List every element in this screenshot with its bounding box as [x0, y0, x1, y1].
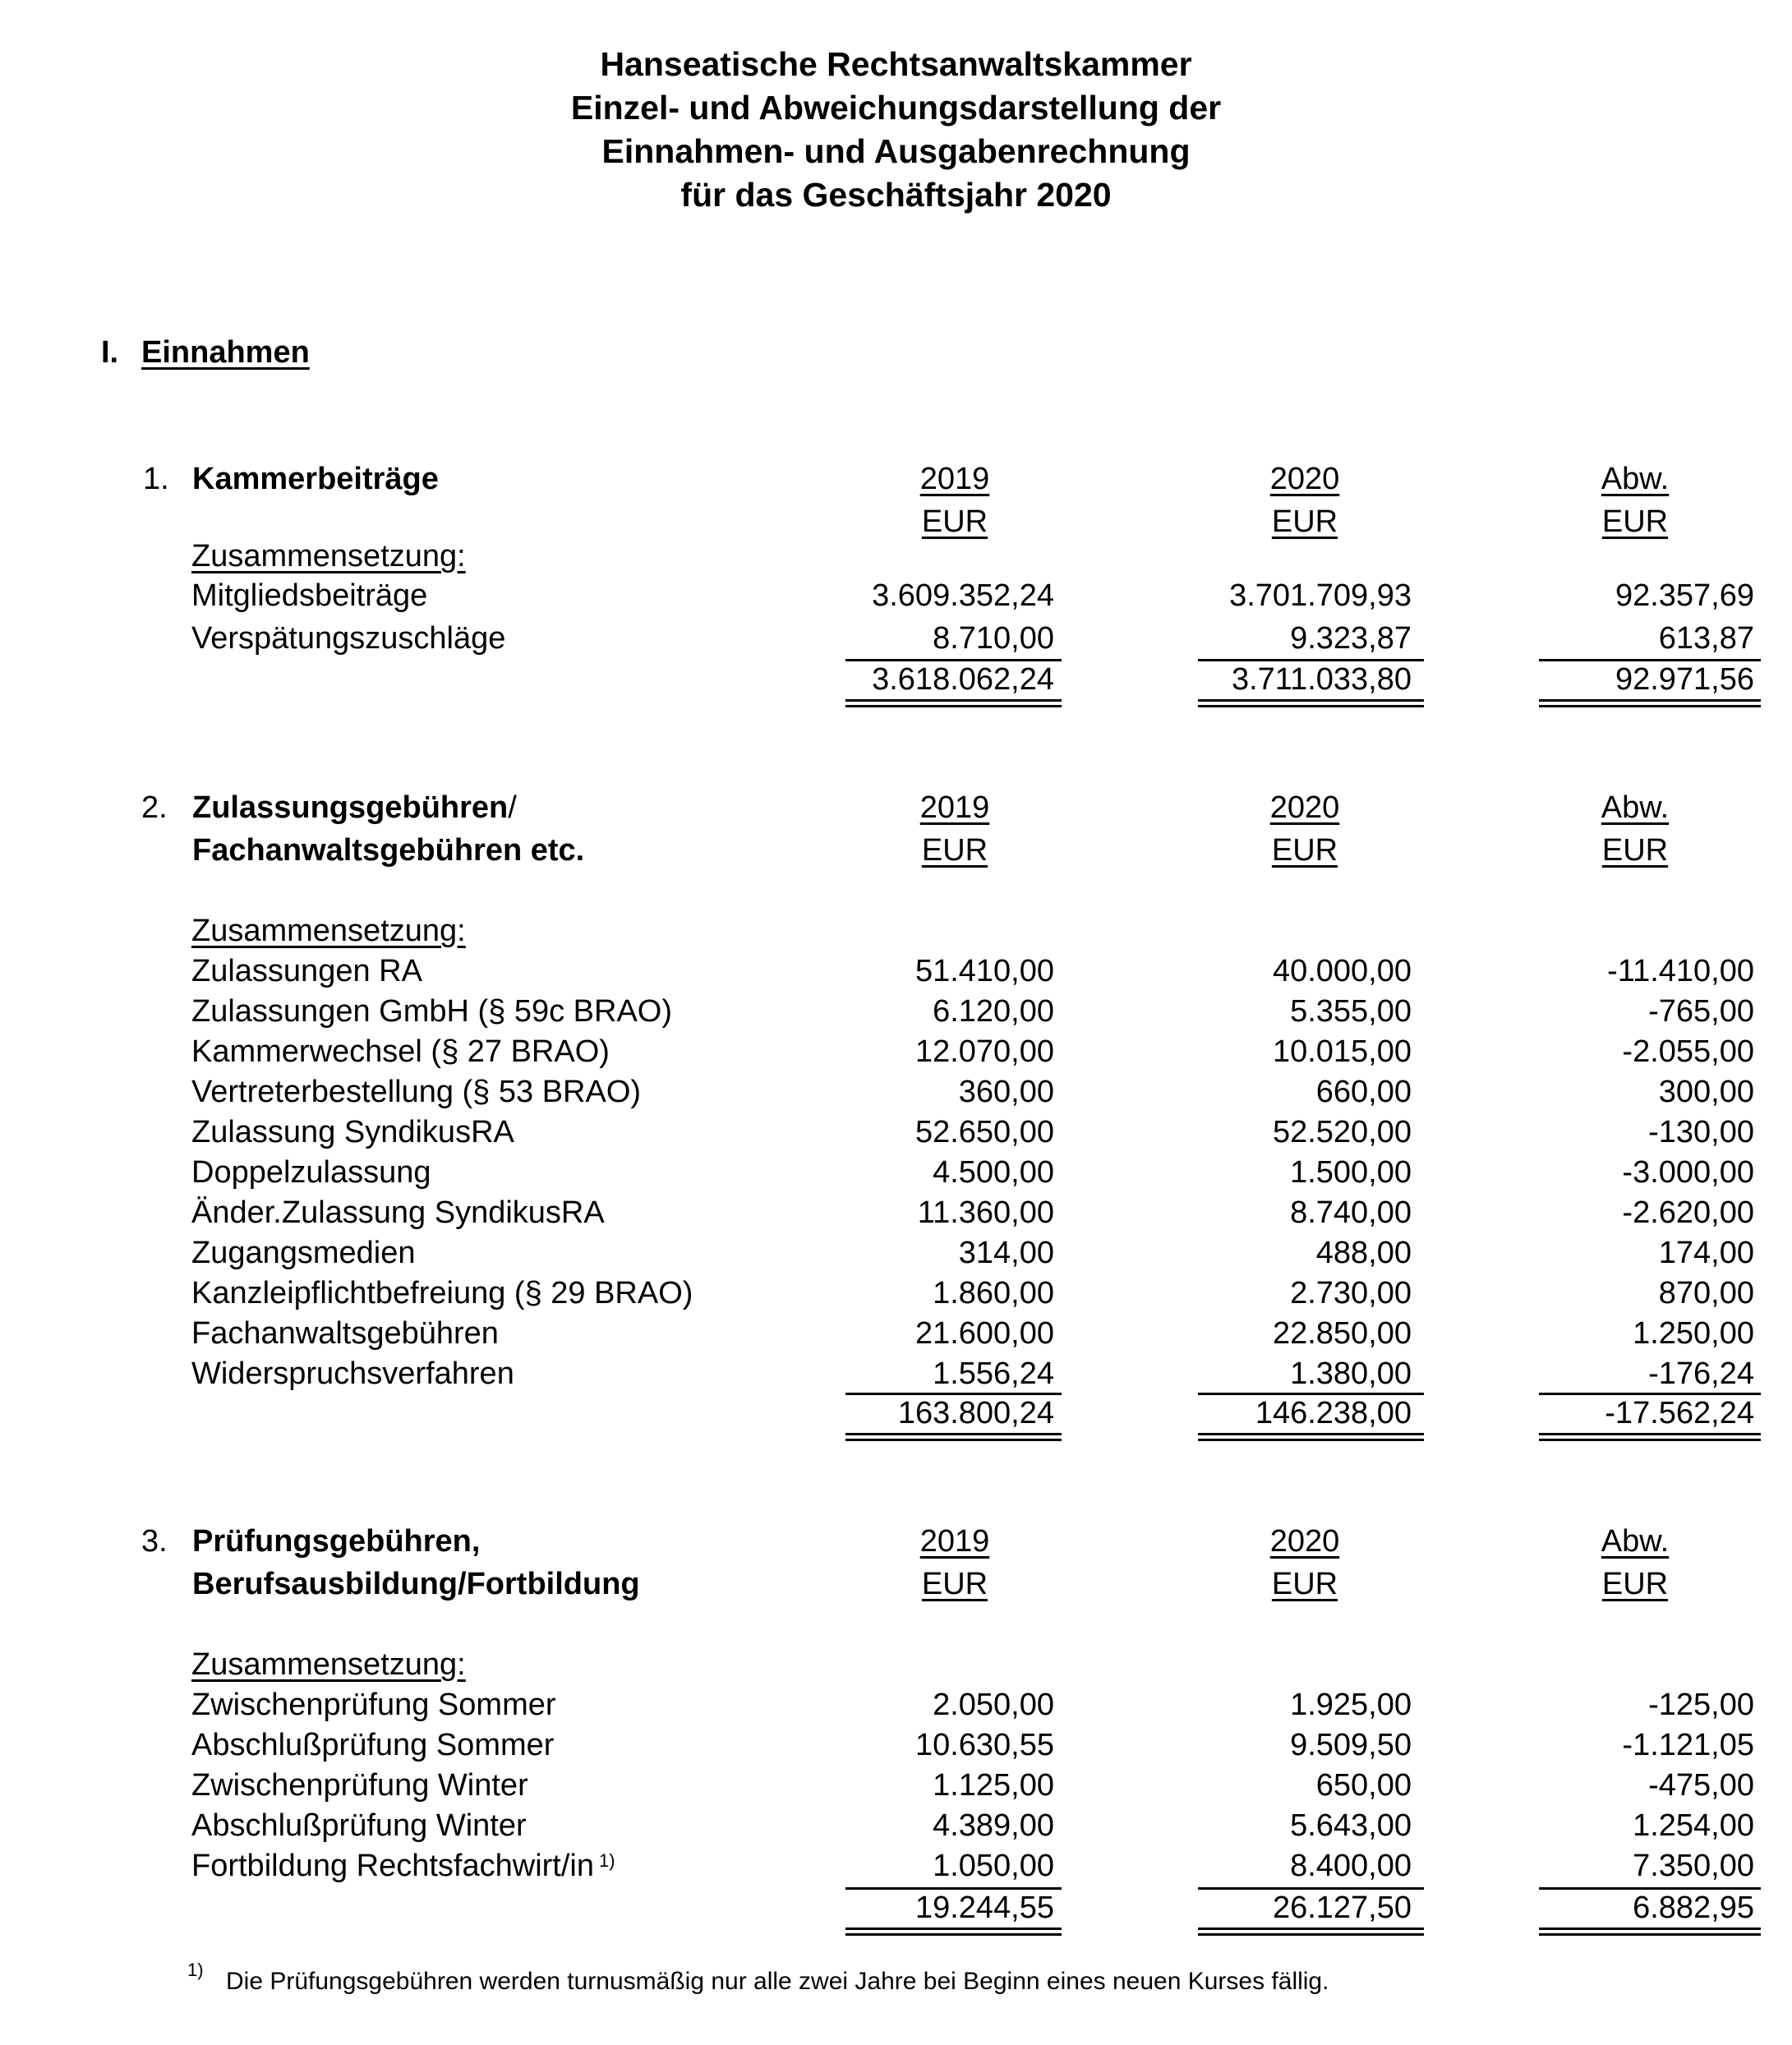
value-abw: -475,00 — [1648, 1768, 1754, 1803]
value-2020: 9.323,87 — [1290, 621, 1412, 656]
col-currency-2020: EUR — [1271, 1567, 1338, 1601]
composition-label: Zusammensetzung: — [191, 539, 466, 573]
row-label-text: Doppelzulassung — [191, 1155, 431, 1190]
row-label — [191, 952, 427, 990]
col-currency-2019: EUR — [921, 833, 988, 868]
value-abw: 870,00 — [1658, 1276, 1754, 1310]
row-label — [191, 993, 677, 1030]
value-2020: 5.355,00 — [1290, 994, 1412, 1029]
value-2020: 5.643,00 — [1290, 1808, 1412, 1843]
col-header-2019: 2019 — [919, 790, 990, 825]
value-abw: -765,00 — [1648, 994, 1754, 1029]
col-currency-2019: EUR — [921, 1567, 988, 1601]
row-label — [191, 1766, 533, 1804]
row-label — [191, 1315, 504, 1352]
value-abw: -2.620,00 — [1622, 1195, 1754, 1230]
total-double-rule — [845, 699, 1062, 707]
value-abw: 1.250,00 — [1633, 1316, 1754, 1351]
total-2020: 146.238,00 — [1255, 1396, 1412, 1430]
row-label: Mitgliedsbeiträge — [191, 578, 428, 613]
total-abw: 92.971,56 — [1615, 662, 1754, 697]
value-abw: 613,87 — [1658, 621, 1754, 656]
row-label — [191, 1194, 610, 1232]
row-label — [191, 1807, 532, 1845]
row-label-text: Zwischenprüfung Sommer — [191, 1688, 556, 1722]
row-label-text: Zulassungen RA — [191, 954, 422, 988]
value-2020: 1.380,00 — [1290, 1356, 1412, 1391]
document-title-line-2: Einzel- und Abweichungsdarstellung der — [570, 89, 1222, 127]
row-label-text: Abschlußprüfung Sommer — [191, 1728, 555, 1762]
group-title-rest: / — [508, 790, 517, 825]
col-currency-2020: EUR — [1271, 833, 1338, 868]
value-abw: 174,00 — [1658, 1236, 1754, 1270]
total-2019: 3.618.062,24 — [872, 662, 1054, 697]
document-title-line-3: Einnahmen- und Ausgabenrechnung — [601, 132, 1191, 170]
row-label — [191, 1033, 615, 1071]
value-2019: 51.410,00 — [914, 954, 1054, 988]
value-2019: 4.500,00 — [933, 1155, 1054, 1190]
row-label-text: Zwischenprüfung Winter — [191, 1768, 528, 1803]
row-label — [191, 1847, 615, 1885]
value-2020: 650,00 — [1315, 1768, 1412, 1803]
col-header-abw: Abw. — [1601, 1524, 1670, 1559]
composition-label: Zusammensetzung: — [191, 914, 466, 948]
value-abw: -176,24 — [1648, 1356, 1754, 1391]
total-double-rule — [1198, 1928, 1424, 1936]
total-double-rule — [1539, 699, 1761, 707]
value-2020: 22.850,00 — [1272, 1316, 1412, 1351]
col-currency-abw: EUR — [1601, 504, 1669, 539]
value-abw: 92.357,69 — [1615, 578, 1754, 613]
row-label — [191, 1726, 559, 1764]
value-2020: 1.925,00 — [1290, 1688, 1412, 1722]
total-double-rule — [845, 1433, 1062, 1441]
row-label — [191, 1073, 646, 1111]
value-2019: 1.125,00 — [933, 1768, 1054, 1803]
value-2019: 1.556,24 — [933, 1356, 1054, 1391]
group-title-line-2: Fachanwaltsgebühren etc. — [192, 833, 585, 868]
col-header-2020: 2020 — [1269, 1524, 1340, 1559]
value-abw: -11.410,00 — [1607, 954, 1754, 988]
row-label-text: Kammerwechsel (§ 27 BRAO) — [191, 1034, 610, 1069]
footnote-text: Die Prüfungsgebühren werden turnusmäßig nur alle zwei Jahre bei Beginn eines neuen Kurses fällig. — [226, 1968, 1329, 1995]
row-label-text: Fachanwaltsgebühren — [191, 1316, 499, 1351]
row-label — [191, 1113, 519, 1151]
col-currency-2020: EUR — [1271, 504, 1338, 539]
total-2020: 3.711.033,80 — [1231, 662, 1412, 697]
row-label — [191, 1355, 519, 1393]
total-abw: -17.562,24 — [1605, 1396, 1754, 1430]
group-number: 1. — [143, 462, 169, 496]
col-currency-abw: EUR — [1601, 1567, 1669, 1601]
group-number: 3. — [141, 1524, 168, 1559]
total-double-rule — [1539, 1928, 1761, 1936]
value-2019: 12.070,00 — [914, 1034, 1054, 1069]
value-2020: 1.500,00 — [1290, 1155, 1412, 1190]
group-number: 2. — [141, 790, 168, 825]
col-currency-abw: EUR — [1601, 833, 1669, 868]
value-2019: 2.050,00 — [933, 1688, 1054, 1722]
value-abw: 1.254,00 — [1633, 1808, 1754, 1843]
col-header-2020: 2020 — [1269, 462, 1340, 496]
group-title-line-1 — [192, 789, 517, 827]
row-label-text: Zulassungen GmbH (§ 59c BRAO) — [191, 994, 673, 1029]
col-header-2020: 2020 — [1269, 790, 1340, 825]
col-header-2019: 2019 — [919, 462, 990, 496]
row-label-text: Kanzleipflichtbefreiung (§ 29 BRAO) — [191, 1276, 693, 1310]
value-2019: 4.389,00 — [933, 1808, 1054, 1843]
value-2019: 314,00 — [958, 1236, 1054, 1270]
footnote-ref: 1) — [599, 1850, 615, 1871]
value-2020: 2.730,00 — [1290, 1276, 1412, 1310]
row-label-text: Widerspruchsverfahren — [191, 1356, 514, 1391]
group-title-line-2: Berufsausbildung/Fortbildung — [192, 1567, 640, 1601]
col-currency-2019: EUR — [921, 504, 988, 539]
row-label-text: Vertreterbestellung (§ 53 BRAO) — [191, 1075, 642, 1109]
value-2019: 1.860,00 — [933, 1276, 1054, 1310]
value-2020: 8.400,00 — [1290, 1849, 1412, 1883]
value-2019: 52.650,00 — [914, 1115, 1054, 1149]
value-2020: 9.509,50 — [1290, 1728, 1412, 1762]
value-abw: 7.350,00 — [1633, 1849, 1754, 1883]
row-label-text: Änder.Zulassung SyndikusRA — [191, 1195, 605, 1230]
total-2020: 26.127,50 — [1272, 1891, 1412, 1925]
document-title-line-1: Hanseatische Rechtsanwaltskammer — [600, 45, 1192, 83]
row-label-text: Zulassung SyndikusRA — [191, 1115, 514, 1149]
value-2020: 3.701.709,93 — [1229, 578, 1412, 613]
value-2020: 40.000,00 — [1272, 954, 1412, 988]
value-2019: 11.360,00 — [917, 1195, 1054, 1230]
value-abw: -1.121,05 — [1622, 1728, 1754, 1762]
col-header-abw: Abw. — [1601, 790, 1670, 825]
group-title-bold: Zulassungsgebühren — [192, 790, 509, 825]
value-abw: -130,00 — [1648, 1115, 1754, 1149]
total-2019: 19.244,55 — [914, 1891, 1054, 1925]
total-abw: 6.882,95 — [1633, 1891, 1754, 1925]
composition-label: Zusammensetzung: — [191, 1647, 466, 1682]
section-number: I. — [101, 335, 119, 370]
row-label — [191, 1154, 436, 1191]
value-2019: 6.120,00 — [933, 994, 1054, 1029]
value-2020: 660,00 — [1315, 1075, 1412, 1109]
value-abw: 300,00 — [1658, 1075, 1754, 1109]
value-2019: 10.630,55 — [914, 1728, 1054, 1762]
value-abw: -125,00 — [1648, 1688, 1754, 1722]
row-label-text: Zugangsmedien — [191, 1236, 416, 1270]
col-header-2019: 2019 — [919, 1524, 990, 1559]
document-title-line-4: für das Geschäftsjahr 2020 — [680, 176, 1112, 214]
value-2019: 1.050,00 — [933, 1849, 1054, 1883]
col-header-abw: Abw. — [1601, 462, 1670, 496]
section-title: Einnahmen — [141, 335, 310, 370]
row-label — [191, 1274, 698, 1312]
value-2020: 8.740,00 — [1290, 1195, 1412, 1230]
row-label-text: Fortbildung Rechtsfachwirt/in — [191, 1849, 594, 1883]
total-double-rule — [1198, 1433, 1424, 1441]
total-double-rule — [1539, 1433, 1761, 1441]
value-2019: 8.710,00 — [933, 621, 1054, 656]
footnote-mark: 1) — [187, 1960, 204, 1980]
total-2019: 163.800,24 — [897, 1396, 1054, 1430]
value-2020: 488,00 — [1315, 1236, 1412, 1270]
value-abw: -3.000,00 — [1622, 1155, 1754, 1190]
row-label — [191, 1234, 421, 1272]
group-title-line-1: Prüfungsgebühren, — [192, 1524, 481, 1559]
group-title: Kammerbeiträge — [192, 462, 439, 496]
row-label-text: Abschlußprüfung Winter — [191, 1808, 527, 1843]
row-label: Verspätungszuschläge — [191, 621, 506, 656]
total-double-rule — [1198, 699, 1424, 707]
value-2020: 10.015,00 — [1272, 1034, 1412, 1069]
value-abw: -2.055,00 — [1622, 1034, 1754, 1069]
row-label — [191, 1686, 561, 1724]
value-2019: 21.600,00 — [914, 1316, 1054, 1351]
value-2019: 360,00 — [958, 1075, 1054, 1109]
value-2020: 52.520,00 — [1272, 1115, 1412, 1149]
value-2019: 3.609.352,24 — [872, 578, 1054, 613]
total-double-rule — [845, 1928, 1062, 1936]
